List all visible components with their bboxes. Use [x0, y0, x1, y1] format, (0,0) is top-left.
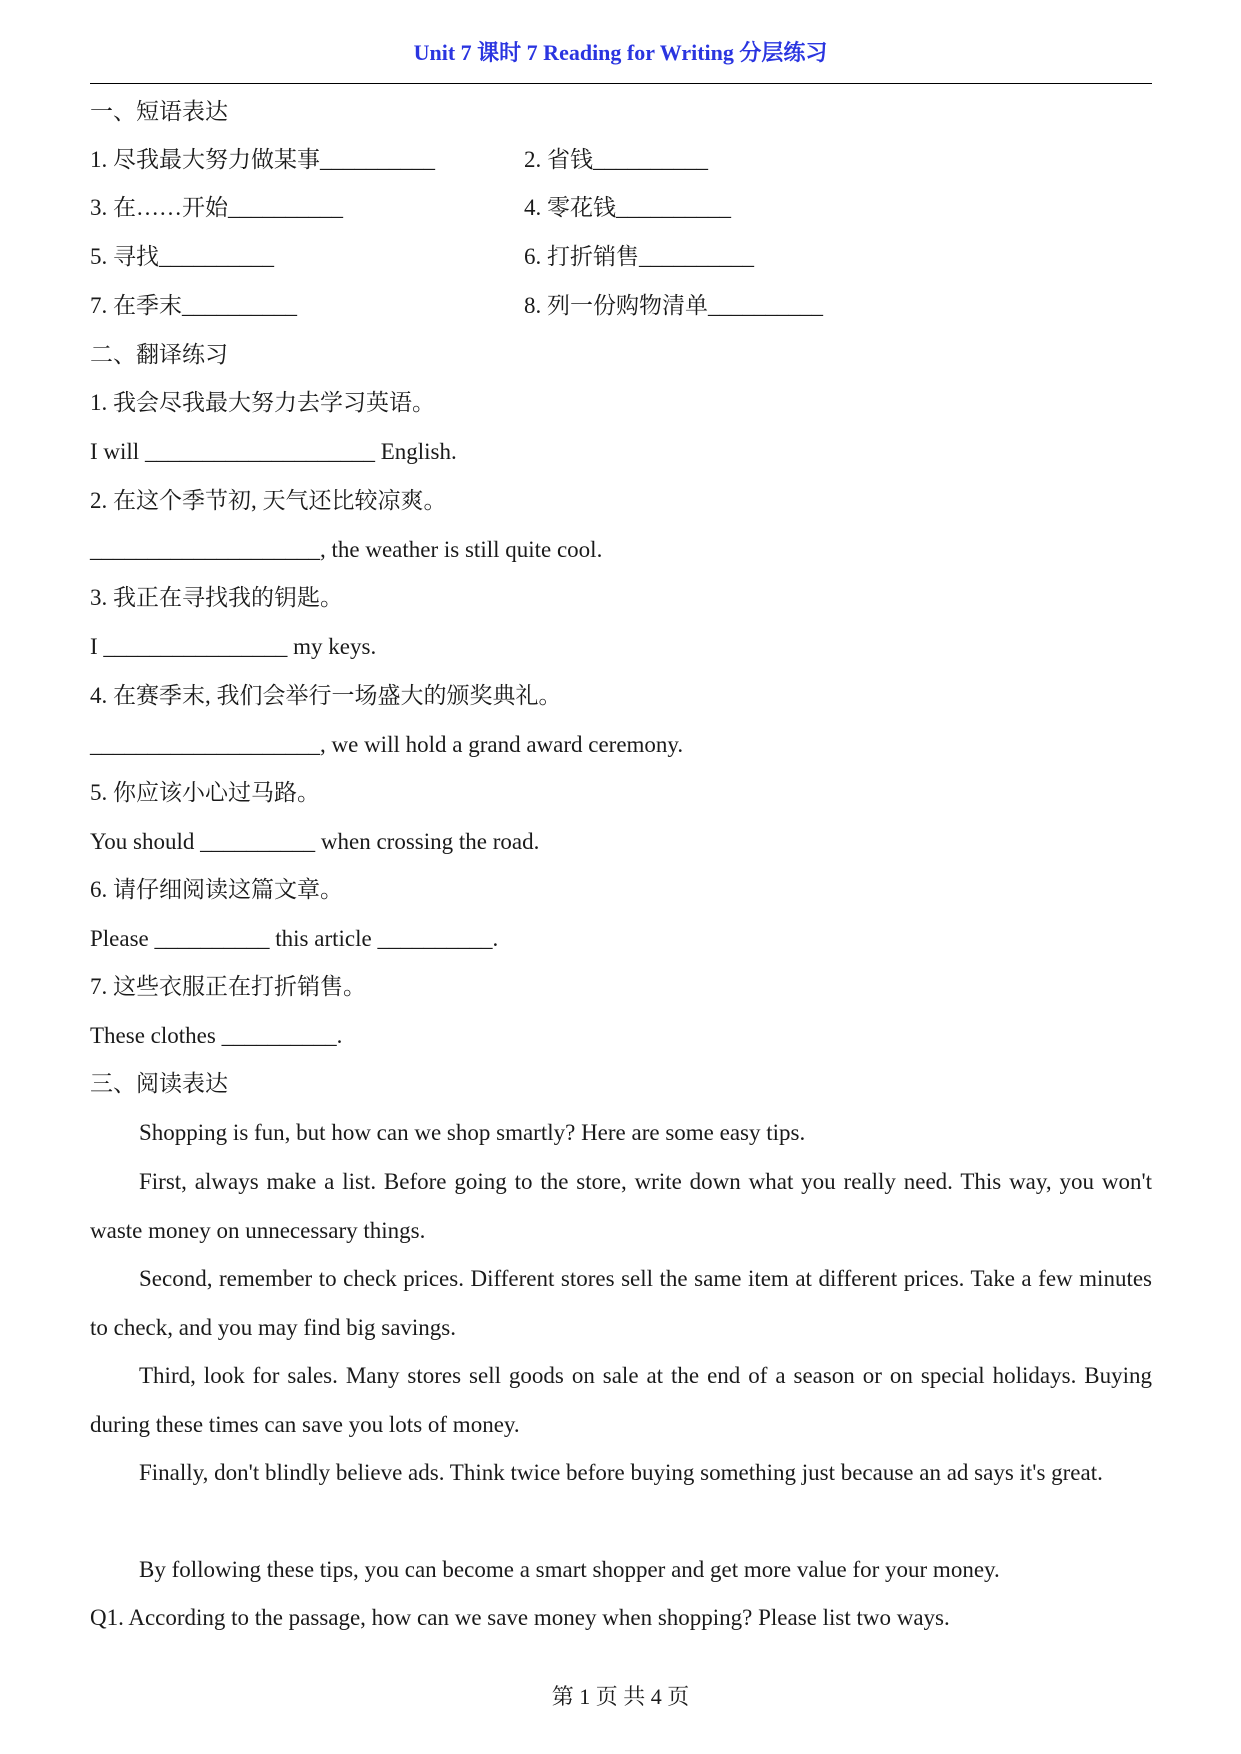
- passage-paragraph-2: First, always make a list. Before going to the store, write down what you really need. This way, you won't waste money on unnecessary things.: [90, 1169, 1152, 1243]
- phrase-item-1: 1. 尽我最大努力做某事__________: [90, 147, 435, 172]
- translation-cn-4: 4. 在赛季末, 我们会举行一场盛大的颁奖典礼。: [90, 683, 562, 708]
- passage-paragraph-3: Second, remember to check prices. Different stores sell the same item at different prices. Take a few minutes to check, and you may find big savings.: [90, 1266, 1152, 1340]
- passage-paragraph-5: Finally, don't blindly believe ads. Think twice before buying something just because an ad says it's great.: [139, 1460, 1103, 1485]
- translation-cn-7: 7. 这些衣服正在打折销售。: [90, 974, 366, 999]
- translation-en-2: ____________________, the weather is still quite cool.: [90, 537, 603, 562]
- phrase-item-8: 8. 列一份购物清单__________: [524, 293, 823, 318]
- phrase-item-6: 6. 打折销售__________: [524, 244, 754, 269]
- phrase-item-2: 2. 省钱__________: [524, 147, 708, 172]
- page-title: Unit 7 课时 7 Reading for Writing 分层练习: [413, 40, 828, 65]
- translation-cn-2: 2. 在这个季节初, 天气还比较凉爽。: [90, 488, 447, 513]
- phrase-item-3: 3. 在……开始__________: [90, 195, 343, 220]
- phrase-item-5: 5. 寻找__________: [90, 244, 274, 269]
- section-heading-reading: 三、阅读表达: [90, 1071, 228, 1096]
- translation-cn-5: 5. 你应该小心过马路。: [90, 780, 320, 805]
- header-divider: [90, 83, 1152, 84]
- translation-cn-3: 3. 我正在寻找我的钥匙。: [90, 585, 343, 610]
- passage-paragraph-4: Third, look for sales. Many stores sell goods on sale at the end of a season or on special holidays. Buying during these times can save you lots of money.: [90, 1363, 1152, 1437]
- question-q1: Q1. According to the passage, how can we save money when shopping? Please list two ways.: [90, 1605, 950, 1630]
- section-heading-translation: 二、翻译练习: [90, 342, 228, 367]
- passage-paragraph-6: By following these tips, you can become a smart shopper and get more value for your money.: [139, 1557, 1000, 1582]
- page-number: 第 1 页 共 4 页: [551, 1684, 690, 1709]
- phrase-item-4: 4. 零花钱__________: [524, 195, 731, 220]
- translation-en-1: I will ____________________ English.: [90, 439, 457, 464]
- translation-en-5: You should __________ when crossing the road.: [90, 829, 540, 854]
- translation-en-6: Please __________ this article __________.: [90, 926, 499, 951]
- translation-en-3: I ________________ my keys.: [90, 634, 377, 659]
- translation-cn-1: 1. 我会尽我最大努力去学习英语。: [90, 390, 435, 415]
- translation-cn-6: 6. 请仔细阅读这篇文章。: [90, 877, 343, 902]
- phrase-item-7: 7. 在季末__________: [90, 293, 297, 318]
- translation-en-4: ____________________, we will hold a grand award ceremony.: [90, 732, 684, 757]
- section-heading-phrases: 一、短语表达: [90, 99, 228, 124]
- passage-paragraph-1: Shopping is fun, but how can we shop smartly? Here are some easy tips.: [139, 1120, 806, 1145]
- translation-en-7: These clothes __________.: [90, 1023, 343, 1048]
